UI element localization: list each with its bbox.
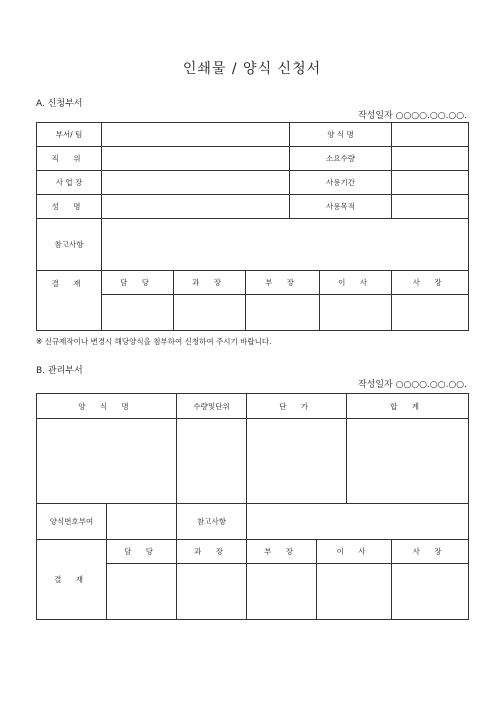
approver-staff-sign[interactable]: [102, 295, 174, 331]
form-name-field[interactable]: [392, 123, 469, 147]
name-field[interactable]: [102, 195, 290, 219]
section-b-table: [36, 393, 469, 620]
remarks-label: 참고사항: [37, 219, 102, 271]
table-row: [37, 394, 469, 419]
b-approval-label: 결 재: [37, 540, 107, 620]
table-row: [37, 271, 469, 295]
dept-label: 부서/ 팀: [37, 123, 102, 147]
col-form-name: 양 식 명: [37, 394, 177, 419]
section-a-table: [36, 122, 469, 331]
dept-field[interactable]: [102, 123, 290, 147]
qty-unit-entry[interactable]: [177, 419, 247, 504]
table-row: [37, 195, 469, 219]
total-entry[interactable]: [347, 419, 469, 504]
b-approver-executive-sign[interactable]: [317, 564, 392, 620]
b-approver-staff-label: 담 당: [107, 540, 177, 564]
remarks-field[interactable]: [102, 219, 469, 271]
form-no-field[interactable]: [107, 504, 177, 540]
form-name-entry[interactable]: [37, 419, 177, 504]
col-qty-unit: 수량및단위: [177, 394, 247, 419]
site-field[interactable]: [102, 171, 290, 195]
b-remarks-label: 참고사항: [177, 504, 247, 540]
approver-manager-sign[interactable]: [174, 295, 246, 331]
purpose-field[interactable]: [392, 195, 469, 219]
b-approver-president-label: 사 장: [392, 540, 469, 564]
quantity-label: 소요수량: [290, 147, 392, 171]
approval-label: 결 재: [37, 271, 102, 331]
period-field[interactable]: [392, 171, 469, 195]
table-row: [37, 295, 469, 331]
b-approver-director-label: 부 장: [247, 540, 317, 564]
section-a-heading: A. 신청부서: [36, 99, 83, 109]
page-title: 인쇄물 / 양식 신청서: [182, 61, 322, 77]
b-approver-staff-sign[interactable]: [107, 564, 177, 620]
period-label: 사용기간: [290, 171, 392, 195]
section-b-date: 작성일자 ○○○○.○○.○○.: [357, 380, 467, 390]
table-row: [37, 123, 469, 147]
site-label: 사 업 장: [37, 171, 102, 195]
col-total: 합 계: [347, 394, 469, 419]
approver-president-sign[interactable]: [392, 295, 469, 331]
name-label: 성 명: [37, 195, 102, 219]
table-row: [37, 419, 469, 504]
approver-president-label: 사 장: [392, 271, 469, 295]
section-a-date: 작성일자 ○○○○.○○.○○.: [357, 111, 467, 121]
table-row: [37, 147, 469, 171]
quantity-field[interactable]: [392, 147, 469, 171]
approver-director-sign[interactable]: [246, 295, 320, 331]
b-approver-manager-sign[interactable]: [177, 564, 247, 620]
b-remarks-field[interactable]: [247, 504, 469, 540]
notice-text: ※ 신규제작이나 변경시 해당양식을 첨부하여 신청하여 주시기 바랍니다.: [36, 337, 272, 346]
b-approver-executive-label: 이 사: [317, 540, 392, 564]
approver-executive-sign[interactable]: [320, 295, 392, 331]
section-b-heading: B. 관리부서: [36, 366, 83, 376]
table-row: [37, 219, 469, 271]
approver-director-label: 부 장: [246, 271, 320, 295]
approver-staff-label: 담 당: [102, 271, 174, 295]
position-label: 직 위: [37, 147, 102, 171]
table-row: [37, 540, 469, 564]
approver-manager-label: 과 장: [174, 271, 246, 295]
form-no-label: 양식번호부여: [37, 504, 107, 540]
unit-price-entry[interactable]: [247, 419, 347, 504]
table-row: [37, 171, 469, 195]
b-approver-manager-label: 과 장: [177, 540, 247, 564]
position-field[interactable]: [102, 147, 290, 171]
approver-executive-label: 이 사: [320, 271, 392, 295]
purpose-label: 사용목적: [290, 195, 392, 219]
b-approver-president-sign[interactable]: [392, 564, 469, 620]
form-name-label: 양 식 명: [290, 123, 392, 147]
col-unit-price: 단 가: [247, 394, 347, 419]
table-row: [37, 504, 469, 540]
b-approver-director-sign[interactable]: [247, 564, 317, 620]
